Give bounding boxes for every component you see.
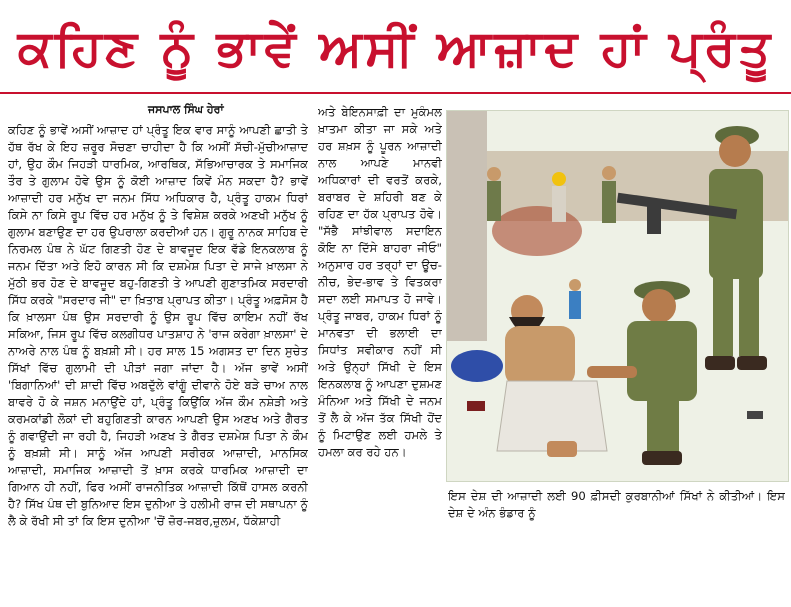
illustration-drawing — [447, 111, 788, 481]
article-byline: ਜਸਪਾਲ ਸਿੰਘ ਹੇਰਾਂ — [148, 103, 224, 116]
column-3-text: ਇਸ ਦੇਸ਼ ਦੀ ਆਜ਼ਾਦੀ ਲਈ 90 ਫ਼ੀਸਦੀ ਕੁਰਬਾਨੀਆਂ ਸਿੱਖਾਂ ਨੇ ਕੀਤੀਆਂ। ਇਸ ਦੇਸ਼ ਦੇ ਅੰਨ ਭੰਡਾਰ ਨੂੰ — [448, 489, 785, 520]
background-building — [447, 111, 487, 341]
fallen-turban — [451, 350, 503, 382]
article-illustration — [446, 110, 789, 482]
fire-glow — [492, 206, 582, 256]
background-child — [569, 279, 581, 319]
column-1-text: ਕਹਿਣ ਨੂੰ ਭਾਵੇਂ ਅਸੀਂ ਆਜ਼ਾਦ ਹਾਂ ਪ੍ਰੰਤੂ ਇਕ ਵਾਰ ਸਾਨੂੰ ਆਪਣੀ ਛਾਤੀ ਤੇ ਹੱਥ ਰੱਖ ਕੇ ਇਹ ਜ਼ਰੂਰ ਸੋਚਣਾ ਚਾਹੀਦਾ ਹੈ ਕਿ ਅਸੀਂ ਸੱਚੀ-ਮੁੱਚੀਆਜ਼ਾਦ ਹਾਂ, ਉਹ ਕੌਮ ਜਿਹੜੀ ਧਾਰਮਿਕ, ਆਰਥਿਕ, ਸੱਭਿਆਚਾਰਕ ਤੇ ਸਮਾਜਿਕ ਤੌਰ ਤੇ ਗੁਲਾਮ ਹੋਵੇ ਉਸ ਨੂੰ ਕੋਈ ਆਜ਼ਾਦ ਕਿਵੇਂ ਮੰਨ ਸਕਦਾ ਹੈ? ਭਾਵੇਂ ਆਜ਼ਾਦੀ ਹਰ ਮਨੁੱਖ ਦਾ ਜਨਮ ਸਿੱਧ ਅਧਿਕਾਰ ਹੈ, ਪ੍ਰੰਤੂ ਹਾਕਮ ਧਿਰਾਂ ਕਿਸੇ ਨਾ ਕਿਸੇ ਰੂਪ ਵਿੱਚ ਹਰ ਮਨੁੱਖ ਨੂੰ ਤੇ ਵਿਸ਼ੇਸ਼ ਕਰਕੇ ਅਣਖੀ ਮਨੁੱਖ ਨੂੰ ਗੁਲਾਮ ਬਣਾਉਣ ਦਾ ਹਰ ਉਪਰਾਲਾ ਕਰਦੀਆਂ ਹਨ। ਗੁਰੂ ਨਾਨਕ ਸਾਹਿਬ ਦੇ ਨਿਰਮਲ ਪੰਥ ਨੇ ਘੱਟ ਗਿਣਤੀ ਹੋਣ ਦੇ ਬਾਵਜੂਦ ਇਕ ਵੱਡੇ ਇਨਕਲਾਬ ਨੂੰ ਜਨਮ ਦਿੱਤਾ ਅਤੇ ਇਹੋ ਕਾਰਨ ਸੀ ਕਿ ਦਸ਼ਮੇਸ਼ ਪਿਤਾ ਦੇ ਸਾਜੇ ਖ਼ਾਲਸਾ ਨੇ ਮੁੱਠੀ ਭਰ ਹੋਣ ਦੇ ਬਾਵਜੂਦ ਬਹੁ-ਗਿਣਤੀ ਤੇ ਆਪਣੀ ਗੁਣਾਤਮਿਕ ਸਰਦਾਰੀ ਸਿੱਧ ਕਰਕੇ "ਸਰਦਾਰ ਜੀ" ਦਾ ਖ਼ਿਤਾਬ ਪ੍ਰਾਪਤ ਕੀਤਾ। ਪ੍ਰੰਤੂ ਅਫ਼ਸੋਸ ਹੈ ਕਿ ਖ਼ਾਲਸਾ ਪੰਥ ਉਸ ਸਰਦਾਰੀ ਨੂੰ ਉਸ ਰੂਪ ਵਿੱਚ ਕਾਇਮ ਨਹੀਂ ਰੱਖ ਸਕਿਆ, ਜਿਸ ਰੂਪ ਵਿੱਚ ਕਲਗੀਧਰ ਪਾਤਸ਼ਾਹ ਨੇ 'ਰਾਜ ਕਰੇਗਾ ਖ਼ਾਲਸਾ' ਦੇ ਨਾਅਰੇ ਨਾਲ ਪੰਥ ਨੂੰ ਬਖ਼ਸ਼ੀ ਸੀ। ਹਰ ਸਾਲ 15 ਅਗਸਤ ਦਾ ਦਿਨ ਸੁਚੇਤ ਸਿੱਖਾਂ ਵਿੱਚ ਗੁਲਾਮੀ ਦੀ ਪੀੜਾਂ ਜਗਾ ਜਾਂਦਾ ਹੈ। ਅੱਜ ਭਾਵੇਂ ਅਸੀਂ 'ਬਿਗਾਨਿਆਂ' ਦੀ ਸ਼ਾਦੀ ਵਿੱਚ ਅਬਦੁੱਲੇ ਵਾਂਗੂੰ ਦੀਵਾਨੇ ਹੋਏ ਬੜੇ ਚਾਅ ਨਾਲ ਬਾਵਰੇ ਹੋ ਕੇ ਜਸ਼ਨ ਮਨਾਉਂਦੇ ਹਾਂ, ਪ੍ਰੰਤੂ ਕਿਉਂਕਿ ਅੱਜ ਕੌਮ ਨਸ਼ੇੜੀ ਅਤੇ ਕਰਮਕਾਂਡੀ ਲੋਕਾਂ ਦੀ ਬਹੁਗਿਣਤੀ ਕਾਰਨ ਆਪਣੀ ਉਸ ਅਣਖ ਅਤੇ ਗੈਰਤ ਨੂੰ ਗਵਾਉਂਦੀ ਜਾ ਰਹੀ ਹੈ, ਜਿਹੜੀ ਅਣਖ ਤੇ ਗੈਰਤ ਦਸ਼ਮੇਸ਼ ਪਿਤਾ ਨੇ ਕੌਮ ਨੂੰ ਬਖ਼ਸ਼ੀ ਸੀ। ਸਾਨੂੰ ਅੱਜ ਆਪਣੀ ਸਰੀਰਕ ਆਜ਼ਾਦੀ, ਮਾਨਸਿਕ ਆਜ਼ਾਦੀ, ਸਮਾਜਿਕ ਆਜ਼ਾਦੀ ਤੋਂ ਖ਼ਾਸ ਕਰਕੇ ਧਾਰਮਿਕ ਆਜ਼ਾਦੀ ਦਾ ਗਿਆਨ ਹੀ ਨਹੀਂ, ਫਿਰ ਅਸੀਂ ਰਾਜਨੀਤਿਕ ਆਜ਼ਾਦੀ ਕਿੱਥੋਂ ਹਾਸਲ ਕਰਨੀ ਹੈ? ਸਿੱਖ ਪੰਥ ਦੀ ਬੁਨਿਆਦ ਇਸ ਦੁਨੀਆ ਤੇ ਹਲੀਮੀ ਰਾਜ ਦੀ ਸਥਾਪਨਾ ਨੂੰ ਲੈ ਕੇ ਰੱਖੀ ਸੀ ਤਾਂ ਕਿ ਇਸ ਦੁਨੀਆ 'ਚੋਂ ਜ਼ੋਰ-ਜਬਰ,ਜ਼ੁਲਮ, ਧੱਕੇਸ਼ਾਹੀ — [8, 123, 308, 528]
background-figure-turban — [552, 172, 566, 222]
article-headline: ਕਹਿਣ ਨੂੰ ਭਾਵੇਂ ਅਸੀਂ ਆਜ਼ਾਦ ਹਾਂ ਪ੍ਰੰਤੂ — [17, 19, 774, 77]
debris — [467, 401, 485, 411]
headline-divider — [0, 92, 791, 94]
article-column-2 — [318, 104, 442, 604]
background-soldier-left — [487, 167, 501, 221]
column-2-text: ਅਤੇ ਬੇਇਨਸਾਫ਼ੀ ਦਾ ਮੁਕੰਮਲ ਖ਼ਾਤਮਾ ਕੀਤਾ ਜਾ ਸਕੇ ਅਤੇ ਹਰ ਸ਼ਖ਼ਸ ਨੂੰ ਪੂਰਨ ਆਜ਼ਾਦੀ ਨਾਲ ਆਪਣੇ ਮਾਨਵੀ ਅਧਿਕਾਰਾਂ ਦੀ ਵਰਤੋਂ ਕਰਕੇ, ਬਰਾਬਰ ਦੇ ਸ਼ਹਿਰੀ ਬਣ ਕੇ ਰਹਿਣ ਦਾ ਹੱਕ ਪ੍ਰਾਪਤ ਹੋਵੇ। "ਸੱਭੈ ਸਾਂਝੀਵਾਲ ਸਦਾਇਨ ਕੋਇ ਨਾ ਦਿੱਸੇ ਬਾਹਰਾ ਜੀਓ" ਅਨੁਸਾਰ ਹਰ ਤਰ੍ਹਾਂ ਦਾ ਊਚ-ਨੀਚ, ਭੇਦ-ਭਾਵ ਤੇ ਵਿਤਕਰਾ ਸਦਾ ਲਈ ਸਮਾਪਤ ਹੋ ਜਾਵੇ। ਪ੍ਰੰਤੂ ਜਾਬਰ, ਹਾਕਮ ਧਿਰਾਂ ਨੂੰ ਮਾਨਵਤਾ ਦੀ ਭਲਾਈ ਦਾ ਸਿਧਾਂਤ ਸਵੀਕਾਰ ਨਹੀਂ ਸੀ ਅਤੇ ਉਨ੍ਹਾਂ ਸਿੱਖੀ ਦੇ ਇਸ ਇਨਕਲਾਬ ਨੂੰ ਆਪਣਾ ਦੁਸ਼ਮਣ ਮੰਨਿਆ ਅਤੇ ਸਿੱਖੀ ਦੇ ਜਨਮ ਤੋਂ ਲੈ ਕੇ ਅੱਜ ਤੱਕ ਸਿੱਖੀ ਹੋਂਦ ਨੂੰ ਮਿਟਾਉਣ ਲਈ ਹਮਲੇ ਤੇ ਹਮਲਾ ਕਰ ਰਹੇ ਹਨ। — [318, 105, 442, 459]
background-soldier-right — [602, 166, 616, 223]
debris-right — [747, 411, 763, 419]
article-column-1 — [8, 122, 308, 604]
article-column-3 — [448, 488, 785, 604]
